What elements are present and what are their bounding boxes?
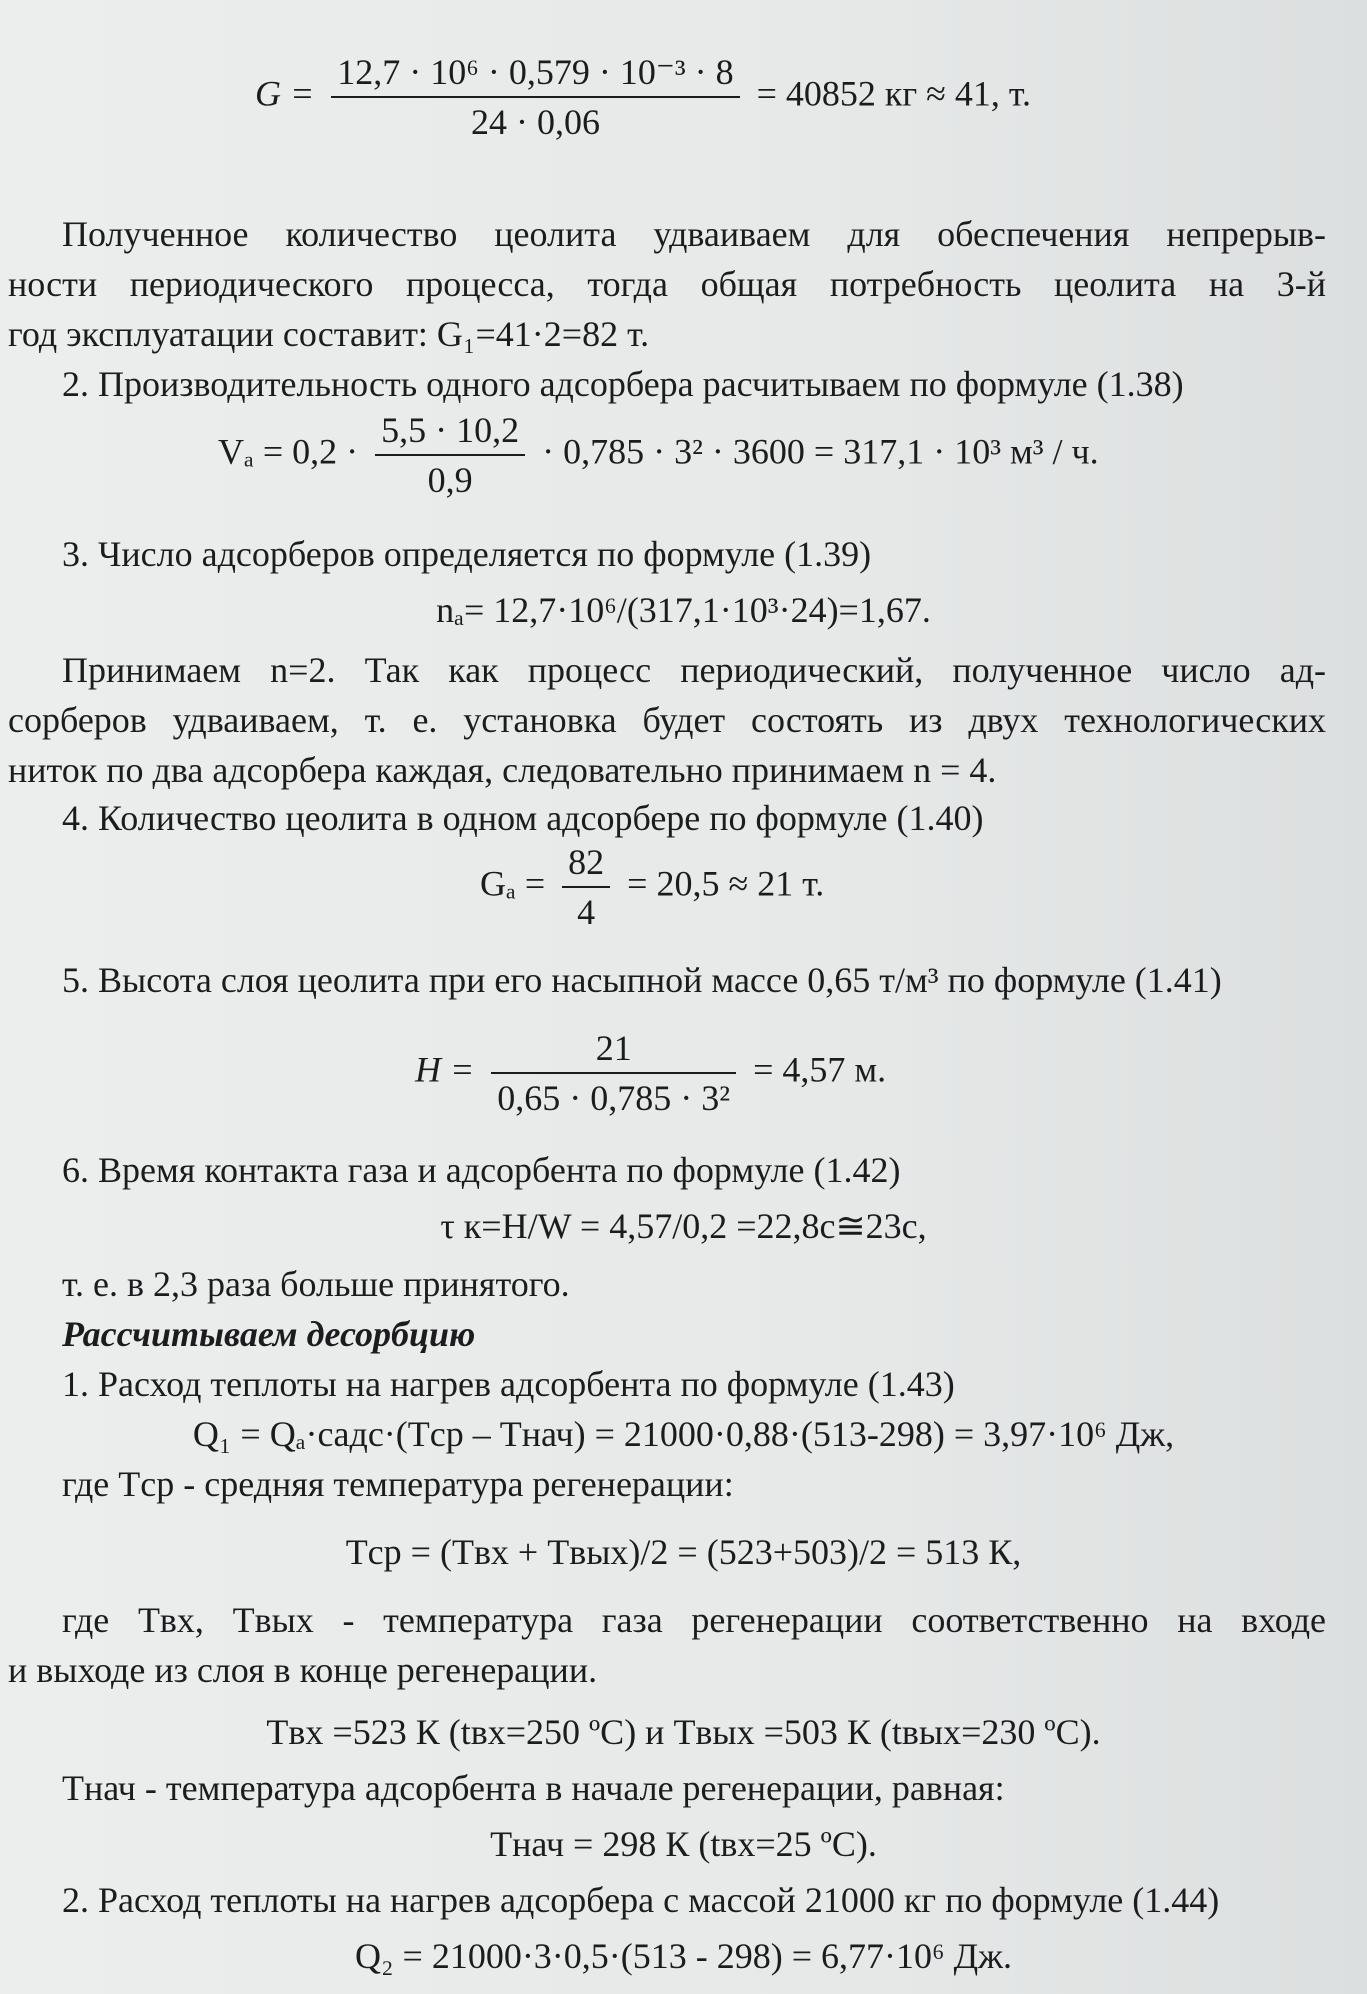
eq-ga-rhs: = 20,5 ≈ 21 т. xyxy=(627,863,825,904)
section-heading: Рассчитываем десорбцию xyxy=(62,1314,476,1354)
eq-va-denominator: 0,9 xyxy=(427,460,473,500)
step-2-text: 2. Производительность одного адсорбера расчитываем по формуле (1.38) xyxy=(62,364,1184,404)
step-5-text: 5. Высота слоя цеолита при его насыпной массе 0,65 т/м³ по формуле (1.41) xyxy=(62,960,1222,1000)
eq-ga-numerator: 82 xyxy=(562,842,610,888)
desorption-step-1-text: 1. Расход теплоты на нагрев адсорбента по формуле (1.43) xyxy=(62,1364,955,1404)
t-nach-text: Tнач - температура адсорбента в начале регенерации, равная: xyxy=(62,1768,1005,1808)
desorption-step-2-text: 2. Расход теплоты на нагрев адсорбера с массой 21000 кг по формуле (1.44) xyxy=(62,1880,1220,1920)
eq-h-fraction xyxy=(491,1028,736,1118)
eq-va-numerator: 5,5 · 10,2 xyxy=(375,410,525,456)
equation-t-nach: Tнач = 298 К (tвх=25 ºС). xyxy=(490,1824,877,1864)
step-3-text: 3. Число адсорберов определяется по формуле (1.39) xyxy=(62,534,872,574)
eq-h-rhs: = 4,57 м. xyxy=(753,1049,887,1090)
equation-tau: τ к=H/W = 4,57/0,2 =22,8с≅23с, xyxy=(440,1206,927,1246)
equation-h xyxy=(415,1028,886,1118)
equation-tcp: Tср = (Tвх + Tвых)/2 = (523+503)/2 = 513 К, xyxy=(345,1532,1022,1572)
eq-va-lhs: Vₐ = 0,2 · xyxy=(218,431,359,472)
step-6-note: т. е. в 2,3 раза больше принятого. xyxy=(62,1264,570,1304)
eq-g-fraction xyxy=(331,52,739,142)
eq-ga-lhs: Gₐ = xyxy=(480,863,546,904)
para3-line2: и выходе из слоя в конце регенерации. xyxy=(8,1650,598,1690)
equation-t-in-out: Tвх =523 К (tвх=250 ºС) и Tвых =503 К (tвых=230 ºС). xyxy=(266,1712,1101,1752)
eq-h-lhs: H = xyxy=(415,1049,475,1090)
desorption-step-1-note: где Tср - средняя температура регенерации: xyxy=(62,1464,734,1504)
eq-ga-fraction xyxy=(562,842,610,932)
step-4-text: 4. Количество цеолита в одном адсорбере по формуле (1.40) xyxy=(62,798,984,838)
para2-line2: сорберов удваиваем, т. е. установка будет состоять из двух технологических xyxy=(8,700,1326,740)
eq-h-denominator: 0,65 · 0,785 · 3² xyxy=(497,1078,731,1118)
para3-line1: где Tвх, Tвых - температура газа регенерации соответственно на входе xyxy=(62,1600,1326,1640)
eq-g-lhs: G = xyxy=(255,73,315,114)
equation-q2: Q₂ = 21000·3·0,5·(513 - 298) = 6,77·10⁶ Дж. xyxy=(354,1936,1013,1976)
eq-ga-denominator: 4 xyxy=(577,892,596,932)
equation-na: nₐ= 12,7·10⁶/(317,1·10³·24)=1,67. xyxy=(436,590,931,630)
para1-line3: год эксплуатации составит: G₁=41·2=82 т. xyxy=(8,314,650,354)
para1-line1: Полученное количество цеолита удваиваем для обеспечения непрерыв- xyxy=(62,214,1326,254)
eq-g-denominator: 24 · 0,06 xyxy=(470,102,600,142)
para2-line1: Принимаем n=2. Так как процесс периодический, полученное число ад- xyxy=(62,650,1326,690)
eq-g-rhs: = 40852 кг ≈ 41, т. xyxy=(756,73,1031,114)
equation-va xyxy=(218,410,1099,500)
eq-va-fraction xyxy=(375,410,525,500)
equation-ga xyxy=(480,842,824,932)
eq-va-rhs: · 0,785 · 3² · 3600 = 317,1 · 10³ м³ / ч. xyxy=(542,431,1099,472)
para1-line2: ности периодического процесса, тогда общая потребность цеолита на 3-й xyxy=(8,264,1326,304)
para2-line3: ниток по два адсорбера каждая, следовательно принимаем n = 4. xyxy=(8,750,997,790)
equation-q1: Q₁ = Qₐ·cадс·(Tср – Tнач) = 21000·0,88·(513-298) = 3,97·10⁶ Дж, xyxy=(192,1414,1175,1454)
step-6-text: 6. Время контакта газа и адсорбента по формуле (1.42) xyxy=(62,1150,901,1190)
eq-h-numerator: 21 xyxy=(491,1028,736,1074)
eq-g-numerator: 12,7 · 10⁶ · 0,579 · 10⁻³ · 8 xyxy=(331,52,739,98)
equation-g xyxy=(255,52,1031,142)
